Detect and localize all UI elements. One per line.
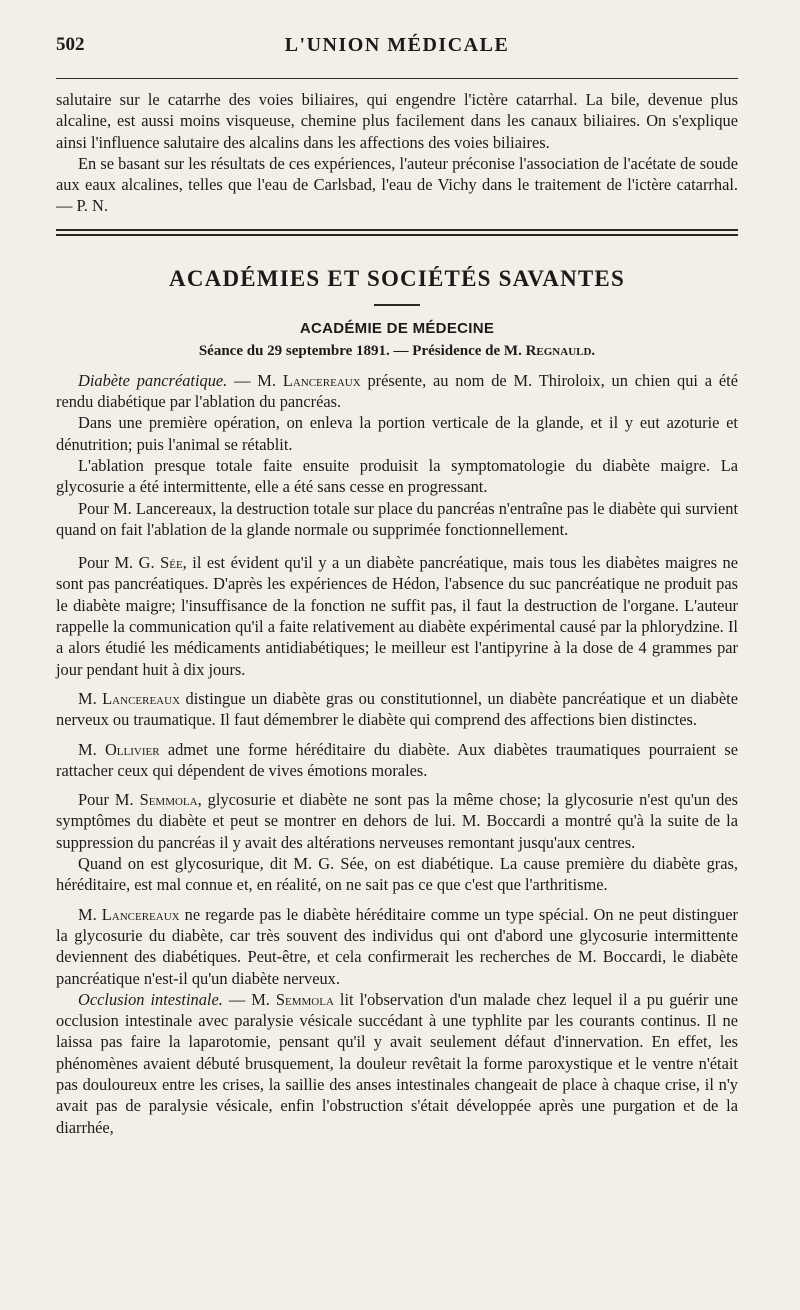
page-header [56, 34, 738, 74]
paragraph: Quand on est glycosurique, dit M. G. Sée, on est diabétique. La cause première du diabète gras, héréditaire, est mal connue et, en réalité, on ne sait pas ce que c'est que l'arthritisme. [56, 854, 738, 895]
paragraph: M. Lancereaux distingue un diabète gras ou constitutionnel, un diabète pancréatique et un diabète nerveux ou traumatique. Il faut démembrer le diabète qui comprend des affections bien distinctes. [56, 688, 738, 730]
topic-heading: Occlusion intestinale. [78, 989, 223, 1009]
topic-heading: Diabète pancréatique. [78, 370, 228, 390]
speaker-name: Semmola [275, 989, 334, 1009]
section-divider [56, 229, 738, 236]
paragraph: Dans une première opération, on enleva la portion verticale de la glande, et il y eut azoturie et dénutrition; puis l'animal se rétablit. [56, 413, 738, 454]
paragraph-diabete-pancreatique: Diabète pancréatique. — M. Lancereaux présente, au nom de M. Thiroloix, un chien qui a été rendu diabétique par l'ablation du pancréas. [56, 370, 738, 412]
intro-paragraph-2: En se basant sur les résultats de ces expériences, l'auteur préconise l'association de l'acétate de soude aux eaux alcalines, telles que l'eau de Carlsbad, l'eau de Vichy dans le traitement de l'ictère catarrhal. — P. N. [56, 153, 738, 216]
running-title: L'UNION MÉDICALE [284, 34, 510, 56]
session-text: Séance du 29 septembre 1891. — Présidence de M. [198, 342, 522, 359]
speaker-name: Semmola [139, 790, 198, 810]
paragraph-occlusion-intestinale: Occlusion intestinale. — M. Semmola lit l'observation d'un malade chez lequel il a pu guérir une occlusion intestinale avec paralysie vésicale succédant à une typhlite par les courants continus. Il ne laissa pas faire la laparotomie, pensant qu'il y avait seulement défaut d'innervation. En effet, les phénomènes avaient débuté brusquement, la douleur revêtait la forme paroxystique et le ventre n'était pas douloureux entre les crises, la saillie des anses intestinales changeait de place à chaque crise, il n'y avait pas de paralysie vésicale, enfin l'obstruction s'était développée après une purgation et de la diarrhée, [56, 989, 738, 1137]
paragraph: Pour M. G. Sée, il est évident qu'il y a un diabète pancréatique, mais tous les diabètes maigres ne sont pas pancréatiques. D'après les expériences de Hédon, l'absence du suc pancréatique ne produit pas le diabète maigre; l'insuffisance de la fonction ne suffit pas, il faut la destruction de l'organe. L'auteur rappelle la communication qu'il a faite relativement au diabète expérimental causé par la phlorydzine. Il a alors étudié les médicaments antidiabétiques; le meilleur est l'antipyrine à la dose de 4 grammes par jour pendant huit à dix jours. [56, 553, 738, 679]
speaker-name: Lancereaux [101, 904, 180, 924]
intro-paragraph-1: salutaire sur le catarrhe des voies biliaires, qui engendre l'ictère catarrhal. La bile, devenue plus alcaline, est aussi moins visqueuse, chemine plus facilement dans les canaux biliaires. On s'explique ainsi l'influence salutaire des alcalins dans les affections des voies biliaires. [56, 90, 738, 152]
paragraph: M. Ollivier admet une forme héréditaire du diabète. Aux diabètes traumatiques pourraient se rattacher ceux qui dépendent de vives émotions morales. [56, 739, 738, 780]
session-president: Regnauld. [525, 342, 596, 359]
speaker-name: Lancereaux [282, 370, 361, 390]
title-underline [374, 304, 420, 306]
speaker-name: Ollivier [104, 739, 160, 759]
session-line [56, 343, 738, 360]
paragraph: M. Lancereaux ne regarde pas le diabète héréditaire comme un type spécial. On ne peut distinguer la glycosurie du diabète, car très souvent des individus qui ont d'abord une glycosurie intermittente deviennent des diabétiques. Peut-être, et cela confirmerait les recherches de M. Boccardi, le diabète pancréatique n'est-il qu'un diabète nerveux. [56, 904, 738, 988]
speaker-name: Sée [160, 553, 183, 573]
paragraph: L'ablation presque totale faite ensuite produisit la symptomatologie du diabète maigre. La glycosurie a été intermittente, elle a été sans cesse en progressant. [56, 455, 738, 497]
header-rule [56, 78, 738, 79]
section-title: ACADÉMIES ET SOCIÉTÉS SAVANTES [169, 265, 625, 291]
paragraph: Pour M. Lancereaux, la destruction totale sur place du pancréas n'entraîne pas le diabète qui survient quand on fait l'ablation de la glande normale ou supprimée fonctionnellement. [56, 498, 738, 539]
page-number: 502 [56, 34, 85, 55]
speaker-name: Lancereaux [102, 688, 181, 708]
academy-title: ACADÉMIE DE MÉDECINE [299, 319, 495, 337]
paragraph: Pour M. Semmola, glycosurie et diabète ne sont pas la même chose; la glycosurie n'est qu'un des symptômes du diabète et peut se montrer en dehors de lui. M. Boccardi a montré qu'à la suite de la suppression du pancréas il y avait des altérations nerveuses remontant jusqu'aux centres. [56, 790, 738, 852]
